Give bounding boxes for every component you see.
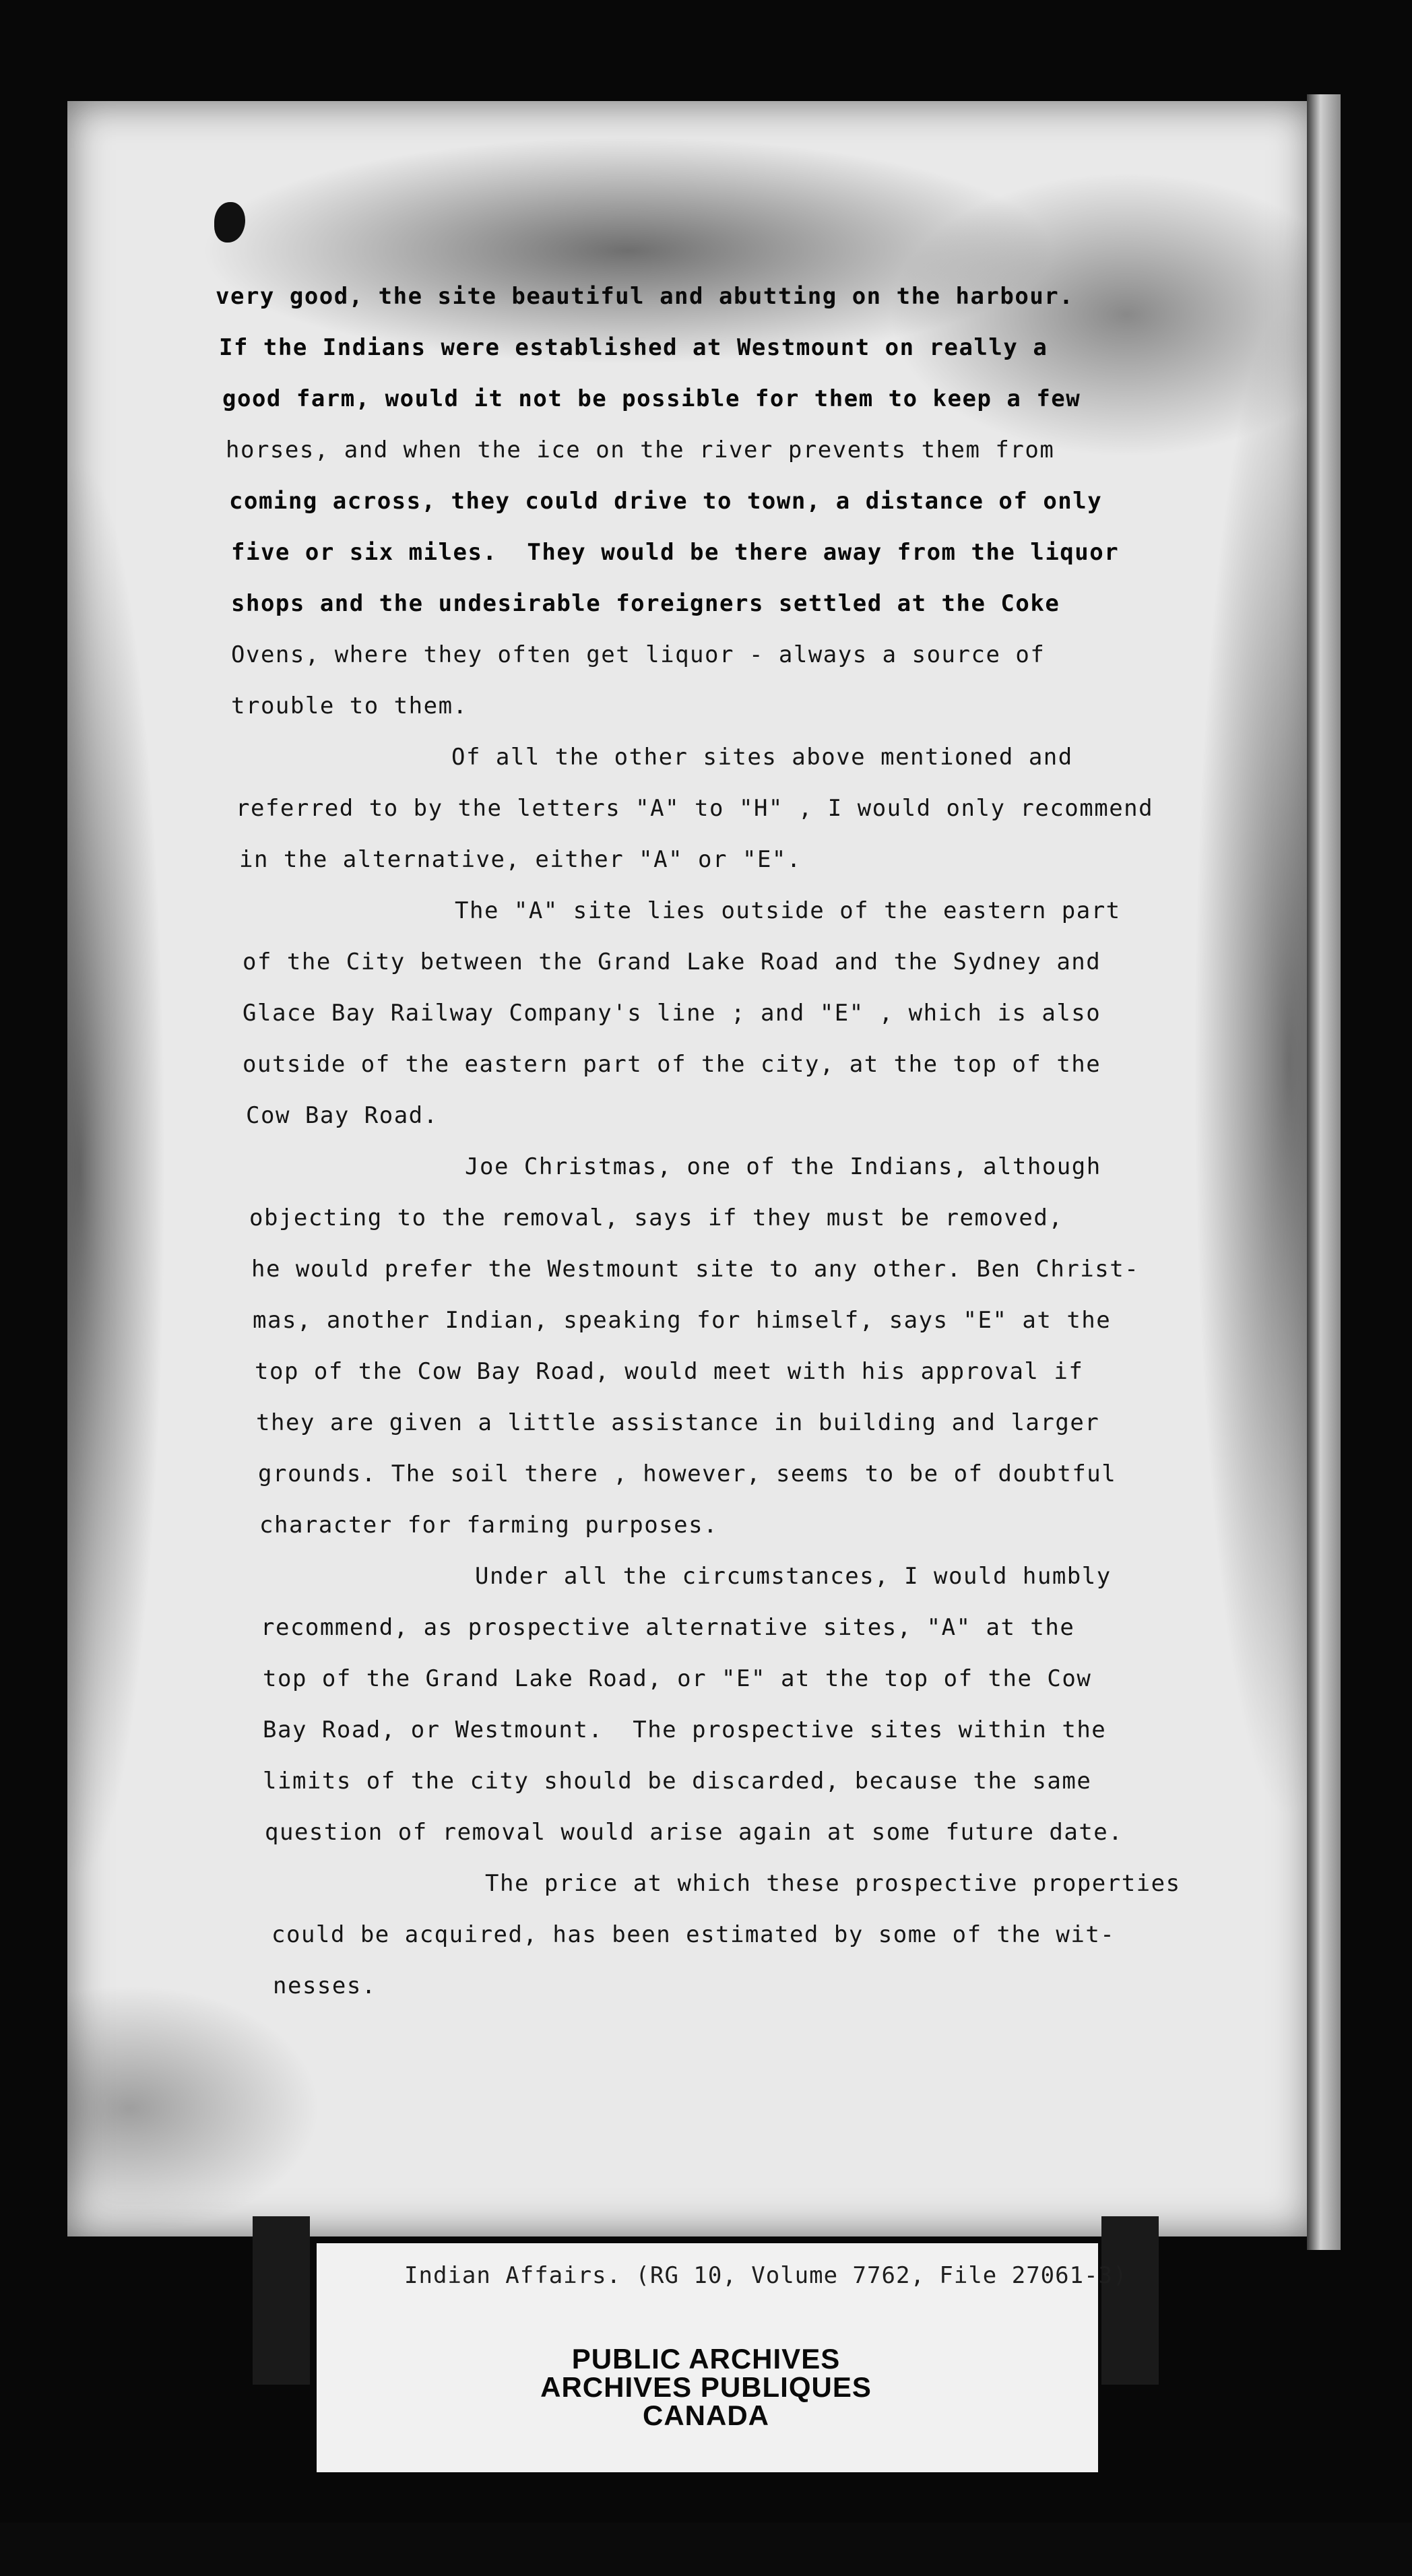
microfilm-border [0, 2523, 1412, 2576]
text-line: of the City between the Grand Lake Road and the Sydney and [243, 948, 1101, 975]
page-edge [1307, 94, 1341, 2250]
text-line: top of the Grand Lake Road, or "E" at the top of the Cow [263, 1665, 1092, 1692]
text-line: shops and the undesirable foreigners settled at the Coke [231, 590, 1060, 617]
text-line: limits of the city should be discarded, because the same [263, 1768, 1092, 1795]
text-line: The price at which these prospective properties [485, 1870, 1181, 1897]
text-line: If the Indians were established at Westmount on really a [219, 334, 1048, 361]
text-line: they are given a little assistance in building and larger [256, 1409, 1100, 1436]
archive-stamp-line: CANADA [643, 2400, 769, 2431]
text-line: coming across, they could drive to town, a distance of only [229, 488, 1103, 515]
text-line: Glace Bay Railway Company's line ; and "E" , which is also [243, 1000, 1101, 1027]
text-line: Under all the circumstances, I would humbly [475, 1563, 1112, 1590]
text-line: very good, the site beautiful and abutting on the harbour. [216, 283, 1074, 310]
text-line: nesses. [273, 1972, 377, 1999]
text-line: outside of the eastern part of the city, at the top of the [243, 1051, 1101, 1078]
text-line: The "A" site lies outside of the eastern part [455, 897, 1121, 924]
text-line: could be acquired, has been estimated by some of the wit- [271, 1921, 1116, 1948]
text-line: Bay Road, or Westmount. The prospective sites within the [263, 1716, 1107, 1743]
text-line: top of the Cow Bay Road, would meet with his approval if [255, 1358, 1084, 1385]
text-line: he would prefer the Westmount site to any other. Ben Christ- [251, 1256, 1140, 1283]
text-line: mas, another Indian, speaking for himself, says "E" at the [253, 1307, 1112, 1334]
text-line: trouble to them. [231, 693, 468, 719]
text-line: Ovens, where they often get liquor - always a source of [231, 641, 1046, 668]
text-line: Joe Christmas, one of the Indians, although [465, 1153, 1101, 1180]
text-line: question of removal would arise again at some future date. [265, 1819, 1124, 1846]
archive-stamp-line: ARCHIVES PUBLIQUES [540, 2371, 872, 2403]
text-line: referred to by the letters "A" to "H" , I would only recommend [236, 795, 1154, 822]
source-reference: Indian Affairs. (RG 10, Volume 7762, File 27061-3) [404, 2262, 1128, 2289]
text-line: five or six miles. They would be there away from the liquor [231, 539, 1120, 566]
text-line: objecting to the removal, says if they must be removed, [249, 1204, 1064, 1231]
text-line: character for farming purposes. [259, 1512, 719, 1539]
text-line: Cow Bay Road. [246, 1102, 439, 1129]
text-line: in the alternative, either "A" or "E". [239, 846, 802, 873]
text-line: Of all the other sites above mentioned and [451, 744, 1073, 771]
text-line: horses, and when the ice on the river prevents them from [226, 437, 1055, 463]
archive-stamp-line: PUBLIC ARCHIVES [571, 2343, 841, 2375]
text-line: grounds. The soil there , however, seems to be of doubtful [258, 1460, 1117, 1487]
text-line: recommend, as prospective alternative sites, "A" at the [261, 1614, 1075, 1641]
text-line: good farm, would it not be possible for them to keep a few [222, 385, 1081, 412]
